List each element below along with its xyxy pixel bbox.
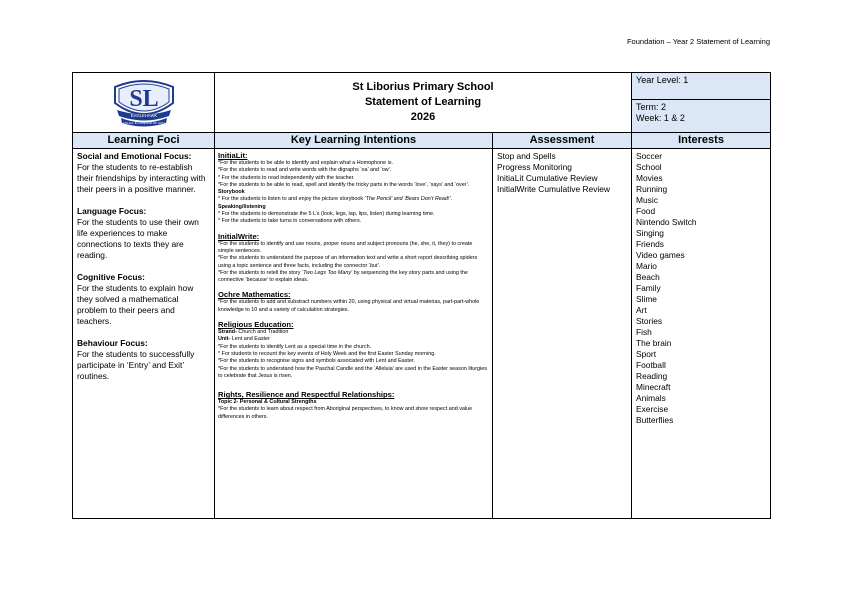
assessment-item: Progress Monitoring <box>497 162 572 172</box>
re-line: *For the students to understand how the Paschal Candle and the ‘Alleluia’ are used in the Easter season liturgies to celebrate that Jesus is risen. <box>218 365 487 379</box>
speaking-title: Speaking/listening <box>218 203 266 210</box>
meta-cell <box>632 73 771 133</box>
re-unit: Unit- Lent and Easter <box>218 336 270 343</box>
interest-item: Reading <box>636 371 668 381</box>
document-title: Statement of Learning <box>364 96 482 108</box>
storybook-title: Storybook <box>218 189 245 196</box>
ochre-heading: Ochre Mathematics: <box>218 290 291 300</box>
interest-item: Music <box>636 195 658 205</box>
interest-item: Slime <box>636 294 657 304</box>
statement-table <box>72 72 771 519</box>
interest-item: Running <box>636 184 668 194</box>
initialwrite-line: *For the students to understand the purpose of an information text and write a short report describing spiders using a topic sentence and three facts, including the connector ‘but’. <box>218 255 478 269</box>
initialwrite-heading: InitialWrite: <box>218 231 260 241</box>
speaking-line: * For the students to take turns in conversations with others. <box>218 218 362 225</box>
svg-text:DO ALL IN HONOUR OF GOD: DO ALL IN HONOUR OF GOD <box>122 121 165 125</box>
year-level: Year Level: 1 <box>632 73 770 100</box>
interest-item: Food <box>636 206 656 216</box>
col-header-interests: Interests <box>632 133 771 149</box>
document-year: 2026 <box>410 111 436 123</box>
header-note: Foundation – Year 2 Statement of Learning <box>626 37 770 46</box>
initialwrite-line: *For the students to identify and use nouns, proper nouns and subject pronouns (he, she, it, they) to create simple sentences. <box>218 240 473 254</box>
rrrr-line: *For the students to learn about respect from Aboriginal perspectives, to know and show respect and value differences in others. <box>218 406 473 420</box>
foci-text-cognitive: For the students to explain how they solved a mathematical problem to their peers and teachers. <box>77 283 194 326</box>
interest-item: Family <box>636 283 661 293</box>
assessment-item: InitiaLit Cumulative Review <box>497 173 598 183</box>
interest-item: Soccer <box>636 151 663 161</box>
interest-item: Video games <box>636 250 685 260</box>
interest-item: Sport <box>636 349 657 359</box>
re-line: *For the students to recognise signs and symbols associated with Lent and Easter. <box>218 358 415 365</box>
rrrr-heading: Rights, Resilience and Respectful Relationships: <box>218 390 395 400</box>
school-name: St Liborius Primary School <box>352 81 494 93</box>
assessment-cell <box>493 149 632 519</box>
interest-item: Football <box>636 360 666 370</box>
foci-title-language: Language Focus: <box>77 206 147 216</box>
interest-item: Butterflies <box>636 415 674 425</box>
ochre-line: *For the students to add and substract numbers within 20, using physical and virtual materias, part-part-whole knowledge to 10 and a variety of calculation strategies. <box>218 299 480 313</box>
interest-item: Friends <box>636 239 664 249</box>
assessment-item: Stop and Spells <box>497 151 556 161</box>
initialit-line: *For the students to be able to identify and explain what a Homophone is. <box>218 160 394 166</box>
foci-title-cognitive: Cognitive Focus: <box>77 272 145 282</box>
re-heading: Religious Education: <box>218 320 294 330</box>
interest-item: Art <box>636 305 647 315</box>
title-row <box>73 73 771 133</box>
learning-foci-cell <box>73 149 215 519</box>
foci-text-behaviour: For the students to successfully participate in ‘Entry’ and Exit’ routines. <box>77 349 195 381</box>
title-cell <box>215 73 632 133</box>
term: Term: 2 <box>636 102 667 112</box>
speaking-line: * For the students to demonstrate the 5 L’s (look, legs, lap, lips, listen) during learning time. <box>218 211 435 218</box>
initialit-line: *For the students to be able to read, spell and identify the tricky parts in the words ‘love’, ‘says’ and ‘over’. <box>218 181 470 188</box>
interest-item: School <box>636 162 662 172</box>
interest-item: Fish <box>636 327 652 337</box>
foci-text-language: For the students to use their own life experiences to make connections to texts they are reading. <box>77 217 199 260</box>
interest-item: Nintendo Switch <box>636 217 697 227</box>
interest-item: Stories <box>636 316 663 326</box>
col-header-key-learning-intentions: Key Learning Intentions <box>215 133 493 149</box>
rrrr-topic: Topic 2- Personal & Cultural Strengths <box>218 399 317 406</box>
interest-item: Movies <box>636 173 663 183</box>
re-line: * For students to recount the key events of Holy Week and the first Easter Sunday morning. <box>218 350 436 357</box>
interest-item: Mario <box>636 261 657 271</box>
interest-item: Singing <box>636 228 664 238</box>
foci-title-social: Social and Emotional Focus: <box>77 151 192 161</box>
interest-item: Exercise <box>636 404 669 414</box>
interest-item: Animals <box>636 393 666 403</box>
interest-item: Minecraft <box>636 382 671 392</box>
initialit-line: *For the students to read and write words with the digraphs ‘oa’ and ‘ow’. <box>218 167 392 174</box>
svg-text:EAGLEHAWK: EAGLEHAWK <box>130 113 157 118</box>
foci-text-social: For the students to re-establish their friendships by interacting with their peers in a positive manner. <box>77 162 206 194</box>
school-crest-logo <box>107 73 181 127</box>
logo-cell <box>73 73 215 133</box>
content-row <box>73 149 771 519</box>
col-header-learning-foci: Learning Foci <box>73 133 215 149</box>
re-strand: Strand- Church and Tradition <box>218 329 289 336</box>
foci-title-behaviour: Behaviour Focus: <box>77 338 148 348</box>
interest-item: The brain <box>636 338 672 348</box>
interest-item: Beach <box>636 272 660 282</box>
initialit-line: * For the students to read independently with the teacher. <box>218 174 355 181</box>
week: Week: 1 & 2 <box>636 113 685 123</box>
re-line: *For the students to identify Lent as a special time in the church. <box>218 343 372 350</box>
assessment-item: InitialWrite Cumulative Review <box>497 184 610 194</box>
storybook-line: * For the students to listen to and enjoy the picture storybook ‘The Pencil’ and ‘Bears Don’t Read!’. <box>218 196 453 203</box>
interests-cell <box>632 149 771 519</box>
key-learning-intentions-cell <box>215 149 493 519</box>
col-header-assessment: Assessment <box>493 133 632 149</box>
initialit-heading: InitiaLit: <box>218 151 248 160</box>
column-header-row <box>73 133 771 149</box>
svg-text:SL: SL <box>128 86 159 112</box>
initialwrite-line: *For the students to retell the story ‘Two Legs Too Many’ by sequencing the key story parts and using the connective ‘because’ to explain ideas. <box>218 269 468 284</box>
